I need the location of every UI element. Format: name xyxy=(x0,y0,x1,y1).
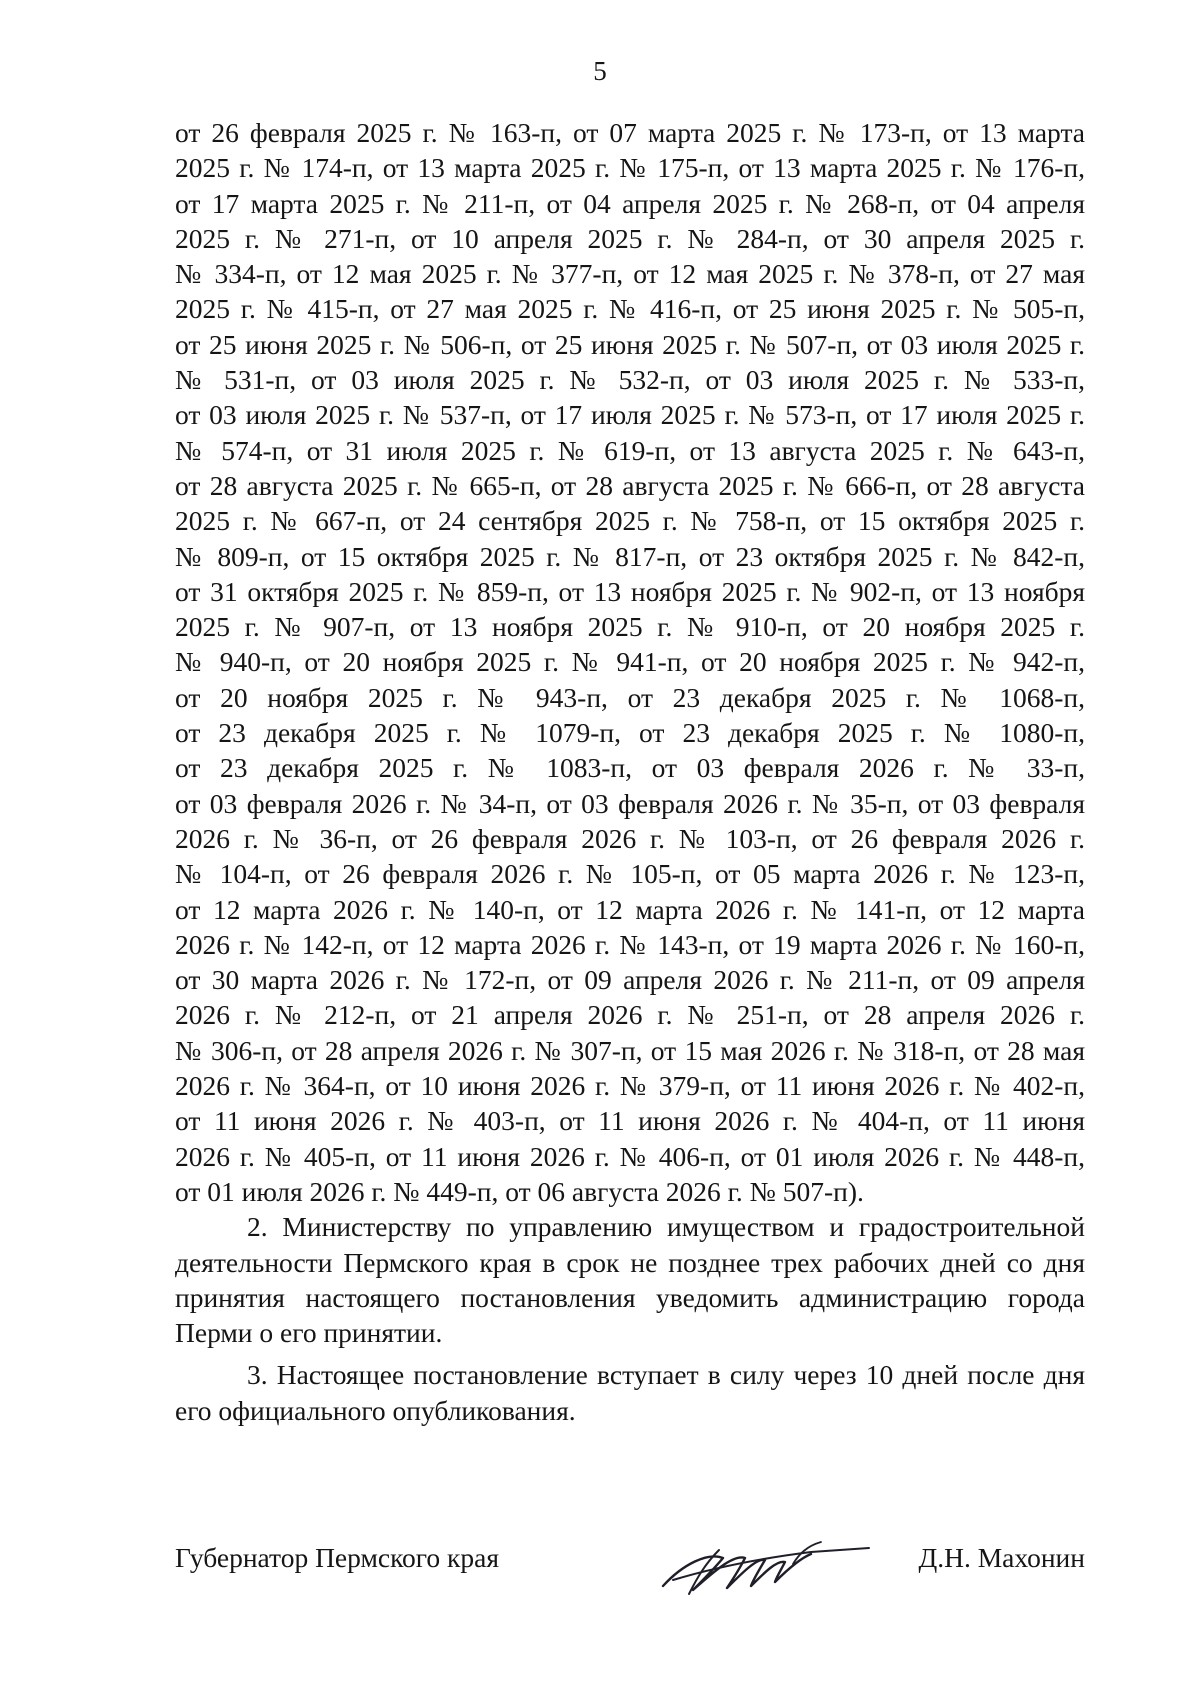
text-line: от 12 марта 2026 г. № 140-п, от 12 марта 2026 г. № 141-п, от 12 марта xyxy=(175,893,1085,925)
paragraph-gap xyxy=(175,1350,1085,1357)
text-line: от 25 июня 2025 г. № 506-п, от 25 июня 2025 г. № 507-п, от 03 июля 2025 г. xyxy=(175,328,1085,360)
text-line: от 03 июля 2025 г. № 537-п, от 17 июля 2025 г. № 573-п, от 17 июля 2025 г. xyxy=(175,399,1085,431)
text-line: 2026 г. № 36-п, от 26 февраля 2026 г. № 103-п, от 26 февраля 2026 г. xyxy=(175,822,1085,854)
text-line: от 01 июля 2026 г. № 449-п, от 06 августа 2026 г. № 507-п). xyxy=(175,1175,864,1207)
signatory-position: Губернатор Пермского края xyxy=(175,1542,499,1573)
text-line: № 940-п, от 20 ноября 2025 г. № 941-п, от 20 ноября 2025 г. № 942-п, xyxy=(175,646,1085,678)
text-line: № 334-п, от 12 мая 2025 г. № 377-п, от 12 мая 2025 г. № 378-п, от 27 мая xyxy=(175,258,1085,290)
text-line: от 17 марта 2025 г. № 211-п, от 04 апреля 2025 г. № 268-п, от 04 апреля xyxy=(175,187,1085,219)
text-line: его официального опубликования. xyxy=(175,1394,576,1426)
signature-block xyxy=(175,1534,1085,1594)
text-line: деятельности Пермского края в срок не позднее трех рабочих дней со дня xyxy=(175,1246,1085,1278)
text-line: 2025 г. № 271-п, от 10 апреля 2025 г. № 284-п, от 30 апреля 2025 г. xyxy=(175,222,1085,254)
text-line: 2025 г. № 667-п, от 24 сентября 2025 г. № 758-п, от 15 октября 2025 г. xyxy=(175,505,1085,537)
signatory-name: Д.Н. Махонин xyxy=(918,1542,1085,1573)
text-line: 2025 г. № 907-п, от 13 ноября 2025 г. № 910-п, от 20 ноября 2025 г. xyxy=(175,611,1085,643)
handwritten-signature xyxy=(653,1524,873,1604)
text-line: № 531-п, от 03 июля 2025 г. № 532-п, от 03 июля 2025 г. № 533-п, xyxy=(175,364,1085,396)
text-line: № 306-п, от 28 апреля 2026 г. № 307-п, от 15 мая 2026 г. № 318-п, от 28 мая xyxy=(175,1034,1085,1066)
text-line: № 104-п, от 26 февраля 2026 г. № 105-п, от 05 марта 2026 г. № 123-п, xyxy=(175,858,1085,890)
text-line: от 28 августа 2025 г. № 665-п, от 28 августа 2025 г. № 666-п, от 28 августа xyxy=(175,469,1085,501)
page-number: 5 xyxy=(593,56,607,86)
text-line: 2026 г. № 364-п, от 10 июня 2026 г. № 379-п, от 11 июня 2026 г. № 402-п, xyxy=(175,1070,1085,1102)
document-body xyxy=(175,115,1085,1428)
text-line: 2. Министерству по управлению имуществом и градостроительной xyxy=(247,1211,1085,1243)
text-line: № 574-п, от 31 июля 2025 г. № 619-п, от 13 августа 2025 г. № 643-п, xyxy=(175,434,1085,466)
text-line: 2026 г. № 142-п, от 12 марта 2026 г. № 143-п, от 19 марта 2026 г. № 160-п, xyxy=(175,928,1085,960)
text-line: Перми о его принятии. xyxy=(175,1317,443,1349)
text-line: 2025 г. № 415-п, от 27 мая 2025 г. № 416-п, от 25 июня 2025 г. № 505-п, xyxy=(175,293,1085,325)
text-line: от 30 марта 2026 г. № 172-п, от 09 апреля 2026 г. № 211-п, от 09 апреля xyxy=(175,964,1085,996)
text-line: от 11 июня 2026 г. № 403-п, от 11 июня 2026 г. № 404-п, от 11 июня xyxy=(175,1105,1085,1137)
text-line: 2025 г. № 174-п, от 13 марта 2025 г. № 175-п, от 13 марта 2025 г. № 176-п, xyxy=(175,152,1085,184)
text-line: от 23 декабря 2025 г. № 1079-п, от 23 декабря 2025 г. № 1080-п, xyxy=(175,717,1085,749)
text-line: от 23 декабря 2025 г. № 1083-п, от 03 февраля 2026 г. № 33-п, xyxy=(175,752,1085,784)
text-line: № 809-п, от 15 октября 2025 г. № 817-п, от 23 октября 2025 г. № 842-п, xyxy=(175,540,1085,572)
text-line: принятия настоящего постановления уведомить администрацию города xyxy=(175,1281,1085,1313)
text-line: от 31 октября 2025 г. № 859-п, от 13 ноября 2025 г. № 902-п, от 13 ноября xyxy=(175,575,1085,607)
text-line: от 26 февраля 2025 г. № 163-п, от 07 марта 2025 г. № 173-п, от 13 марта xyxy=(175,117,1085,148)
text-line: 3. Настоящее постановление вступает в силу через 10 дней после дня xyxy=(247,1359,1085,1391)
text-line: от 20 ноября 2025 г. № 943-п, от 23 декабря 2025 г. № 1068-п, xyxy=(175,681,1085,713)
text-line: 2026 г. № 405-п, от 11 июня 2026 г. № 406-п, от 01 июля 2026 г. № 448-п, xyxy=(175,1140,1085,1172)
text-line: от 03 февраля 2026 г. № 34-п, от 03 февраля 2026 г. № 35-п, от 03 февраля xyxy=(175,787,1085,819)
text-line: 2026 г. № 212-п, от 21 апреля 2026 г. № 251-п, от 28 апреля 2026 г. xyxy=(175,999,1085,1031)
